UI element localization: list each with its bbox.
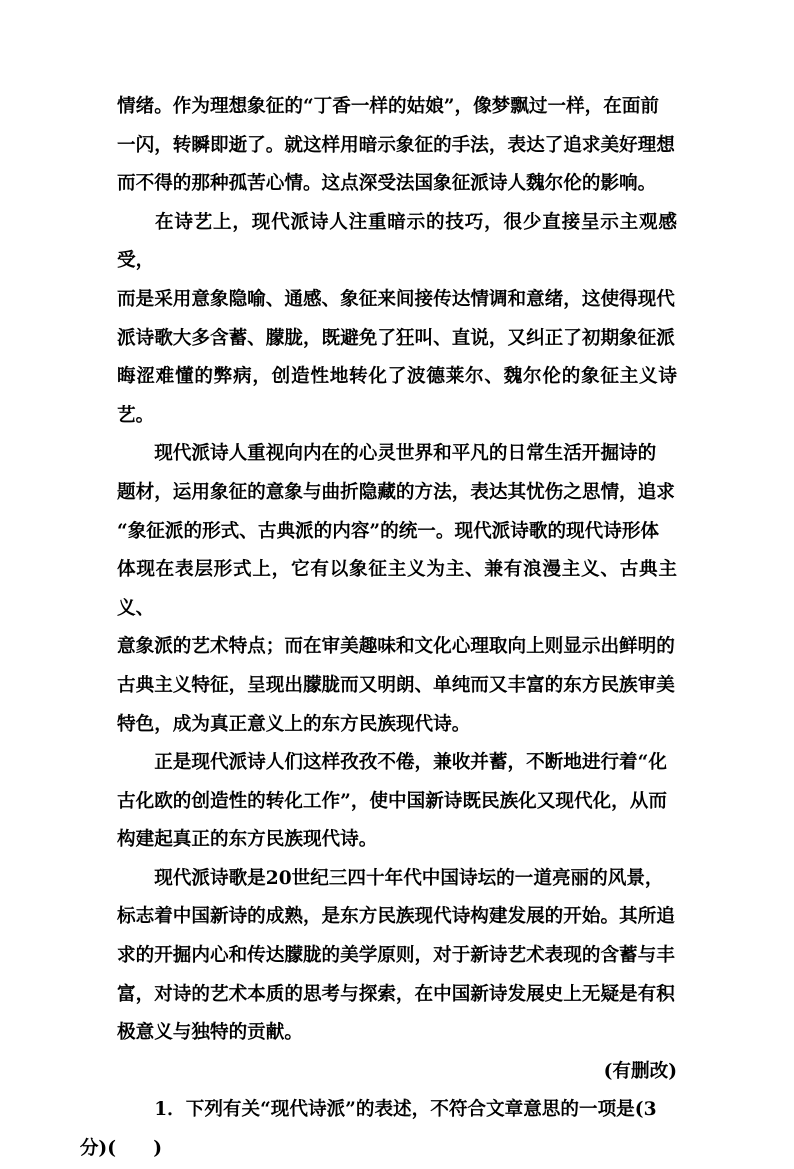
paragraph-continuation (117, 88, 677, 204)
line: 晦涩难懂的弊病，创造性地转化了波德莱尔、魏尔伦的象征主义诗艺。 (117, 366, 677, 426)
paragraph-conclusion (117, 860, 677, 1053)
line: 求的开掘内心和传达朦胧的美学原则，对于新诗艺术表现的含蓄与丰 (117, 945, 675, 967)
paragraph-tireless-poets (117, 744, 677, 860)
line: 标志着中国新诗的成熟，是东方民族现代诗构建发展的开始。其所追 (117, 906, 675, 928)
line: 而不得的那种孤苦心情。这点深受法国象征派诗人魏尔伦的影响。 (117, 173, 657, 195)
question-line: 1．下列有关“现代诗派”的表述，不符合文章意思的一项是(3 (154, 1099, 657, 1121)
line: 极意义与独特的贡献。 (117, 1022, 303, 1044)
line: 古化欧的创造性的转化工作”，使中国新诗既民族化又现代化，从而 (117, 790, 667, 812)
line: 现代派诗人重视向内在的心灵世界和平凡的日常生活开掘诗的 (154, 443, 657, 465)
line: 题材，运用象征的意象与曲折隐藏的方法，表达其忧伤之思情，追求 (117, 481, 675, 503)
paragraph-poetic-art (117, 204, 677, 436)
question-line: 分)( ) (79, 1138, 162, 1160)
line: 而是采用意象隐喻、通感、象征来间接传达情调和意绪，这使得现代 (117, 288, 675, 310)
line: “象征派的形式、古典派的内容”的统一。现代派诗歌的现代诗形体 (117, 520, 660, 542)
line: 意象派的艺术特点；而在审美趣味和文化心理取向上则显示出鲜明的 (117, 636, 675, 658)
line: 一闪，转瞬即逝了。就这样用暗示象征的手法，表达了追求美好理想 (117, 134, 675, 156)
line: 现代派诗歌是20世纪三四十年代中国诗坛的一道亮丽的风景， (154, 867, 664, 889)
line: 富，对诗的艺术本质的思考与探索，在中国新诗发展史上无疑是有积 (117, 983, 675, 1005)
paragraph-inner-world (117, 435, 677, 744)
question-1 (79, 1091, 677, 1168)
line: 特色，成为真正意义上的东方民族现代诗。 (117, 713, 471, 735)
line: 正是现代派诗人们这样孜孜不倦，兼收并蓄，不断地进行着“化 (154, 752, 667, 774)
abridged-note: (有删改) (603, 1060, 677, 1082)
line: 派诗歌大多含蓄、朦胧，既避免了狂叫、直说，又纠正了初期象征派 (117, 327, 675, 349)
line: 在诗艺上，现代派诗人注重暗示的技巧，很少直接呈示主观感受， (117, 211, 677, 272)
line: 体现在表层形式上，它有以象征主义为主、兼有浪漫主义、古典主义、 (117, 559, 677, 619)
document-page (79, 88, 677, 1169)
line: 情绪。作为理想象征的“丁香一样的姑娘”，像梦飘过一样，在面前 (117, 96, 660, 117)
line: 古典主义特征，呈现出朦胧而又明朗、单纯而又丰富的东方民族审美 (117, 674, 675, 696)
line: 构建起真正的东方民族现代诗。 (117, 829, 378, 851)
